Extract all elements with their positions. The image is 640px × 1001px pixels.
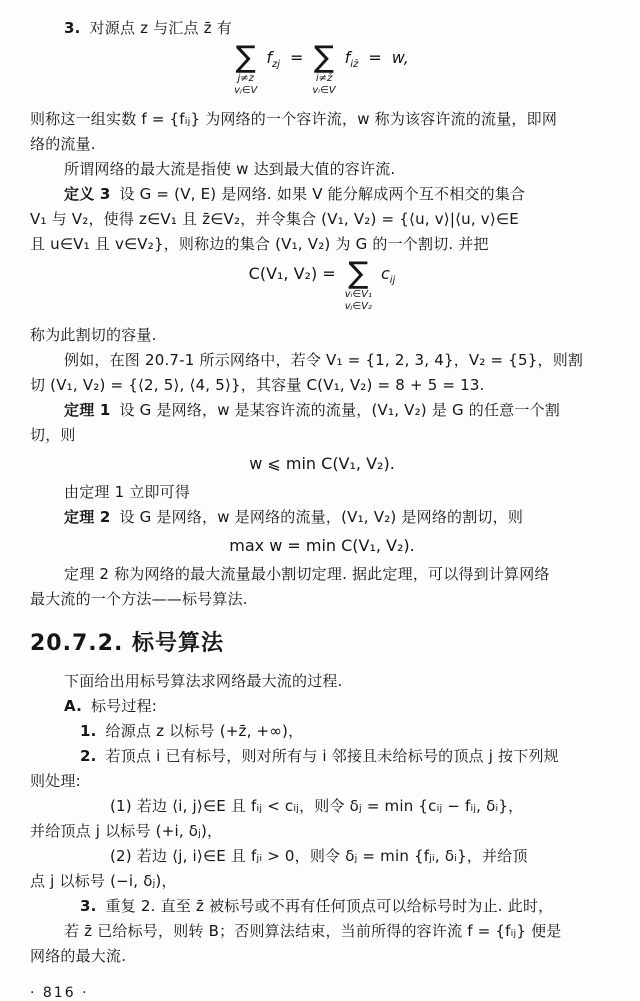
- formula-maxflow-mincut: max w = min C(V₁, V₂).: [229, 536, 415, 555]
- rule-2-line1: (2) 若边 ⟨j, i⟩∈E 且 fⱼᵢ > 0，则令 δⱼ = min {fⱼᵢ, δᵢ}，并给顶: [110, 847, 528, 865]
- page-number: · 816 ·: [30, 985, 89, 1001]
- term-w: w,: [391, 48, 409, 67]
- item-text: 对源点 z 与汇点 z̄ 有: [89, 19, 232, 37]
- term-f-zj: $f_{zj}$: [266, 48, 280, 71]
- para-admissible-flow-line1: 则称这一组实数 f = {fᵢⱼ} 为网络的一个容许流，w 称为该容许流的流量，即网: [30, 110, 558, 128]
- definition-3-line3: 且 u∈V₁ 且 v∈V₂}，则称边的集合 (V₁, V₂) 为 G 的一个割切. 并把: [30, 235, 489, 253]
- step-1: [30, 719, 614, 744]
- definition-3-label: 定义 3: [64, 185, 111, 203]
- sigma-icon: ∑: [235, 40, 256, 75]
- step-a-label: A.: [64, 697, 82, 715]
- theorem-2-line1: [30, 505, 614, 530]
- step-2-number: 2.: [80, 747, 97, 765]
- theorem-1-label: 定理 1: [64, 401, 111, 419]
- step-1-number: 1.: [80, 722, 97, 740]
- cut-capacity-lhs: C(V₁, V₂) =: [248, 264, 336, 283]
- para-theorem2-name-line1: 定理 2 称为网络的最大流量最小割切定理. 据此定理，可以得到计算网络: [64, 565, 550, 583]
- example-line2: 切 (V₁, V₂) = {⟨2, 5⟩, ⟨4, 5⟩}，其容量 C(V₁, V₂) = 8 + 5 = 13.: [30, 376, 485, 394]
- definition-3-text: 设 G = (V, E) 是网络. 如果 V 能分解成两个互不相交的集合: [119, 185, 526, 203]
- equals-sign: =: [368, 48, 382, 67]
- theorem-2-text: 设 G 是网络，w 是网络的流量，(V₁, V₂) 是网络的割切，则: [119, 508, 524, 526]
- sum1-limit1: j≠z: [237, 73, 254, 84]
- step-a-heading: [30, 694, 614, 719]
- sum2-limit1: i≠z̄: [315, 73, 333, 84]
- step-3-line2: 若 z̄ 已给标号，则转 B；否则算法结束，当前所得的容许流 f = {fᵢⱼ} 便是: [64, 922, 562, 940]
- example-line1: 例如，在图 20.7-1 所示网络中，若令 V₁ = {1, 2, 3, 4}，V₂ = {5}，则割: [64, 351, 584, 369]
- step-3-text: 重复 2. 直至 z̄ 被标号或不再有任何顶点可以给标号时为止. 此时，: [105, 897, 554, 915]
- step-3-line1: [30, 894, 614, 919]
- para-corollary-intro: 由定理 1 立即可得: [64, 483, 191, 501]
- sum-cut-edges: [344, 256, 372, 313]
- step-2-line2: 则处理:: [30, 772, 81, 790]
- para-admissible-flow-line2: 络的流量.: [30, 135, 96, 153]
- equals-sign: =: [289, 48, 304, 67]
- formula-cut-capacity: [30, 256, 614, 321]
- formula-weak-duality: w ⩽ min C(V₁, V₂).: [249, 454, 395, 473]
- sum-sink-edges: [312, 40, 336, 97]
- formula-flow-conservation: [30, 40, 614, 105]
- step-1-text: 给源点 z 以标号 (+z̄, +∞)，: [105, 722, 304, 740]
- step-2-line1: [30, 744, 614, 769]
- sum2-limit2: vᵢ∈V: [312, 85, 336, 96]
- item-number: 3.: [64, 19, 81, 37]
- rule-2-line2: 点 j 以标号 (−i, δⱼ)，: [30, 872, 177, 890]
- sum-source-edges: [234, 40, 258, 97]
- para-maxflow-definition: 所谓网络的最大流是指使 w 达到最大值的容许流.: [64, 160, 396, 178]
- step-3-line3: 网络的最大流.: [30, 947, 127, 965]
- section-heading: 20.7.2. 标号算法: [30, 631, 224, 656]
- sigma-icon: ∑: [348, 256, 369, 291]
- step-2-text: 若顶点 i 已有标号，则对所有与 i 邻接且未给标号的顶点 j 按下列规: [105, 747, 559, 765]
- cut-sum-limit1: vᵢ∈V₁: [344, 289, 372, 300]
- theorem-1-line1: [30, 398, 614, 423]
- term-c-ij: $c_{ij}$: [380, 264, 396, 287]
- sum1-limit2: vⱼ∈V: [234, 85, 258, 96]
- rule-1-line1: (1) 若边 ⟨i, j⟩∈E 且 fᵢⱼ < cᵢⱼ，则令 δⱼ = min {cᵢⱼ − fᵢⱼ, δᵢ}，: [110, 797, 524, 815]
- definition-3-line2: V₁ 与 V₂，使得 z∈V₁ 且 z̄∈V₂，并令集合 (V₁, V₂) = {⟨u, v⟩|⟨u, v⟩∈E: [30, 210, 519, 228]
- theorem-1-line2: 切，则: [30, 426, 76, 444]
- list-item-3-source-sink: [30, 16, 614, 41]
- rule-1-line2: 并给顶点 j 以标号 (+i, δⱼ)，: [30, 822, 223, 840]
- sigma-icon: ∑: [313, 40, 335, 75]
- para-cut-capacity-name: 称为此割切的容量.: [30, 326, 157, 344]
- definition-3-line1: [30, 182, 614, 207]
- cut-sum-limit2: vⱼ∈V₂: [344, 301, 372, 312]
- theorem-2-label: 定理 2: [64, 508, 111, 526]
- step-3-number: 3.: [80, 897, 97, 915]
- para-theorem2-name-line2: 最大流的一个方法——标号算法.: [30, 590, 248, 608]
- theorem-1-text: 设 G 是网络，w 是某容许流的流量，(V₁, V₂) 是 G 的任意一个割: [119, 401, 560, 419]
- para-labeling-intro: 下面给出用标号算法求网络最大流的过程.: [64, 672, 343, 690]
- step-a-text: 标号过程:: [91, 697, 158, 715]
- term-f-iz: $f_{iz̄}$: [344, 48, 359, 71]
